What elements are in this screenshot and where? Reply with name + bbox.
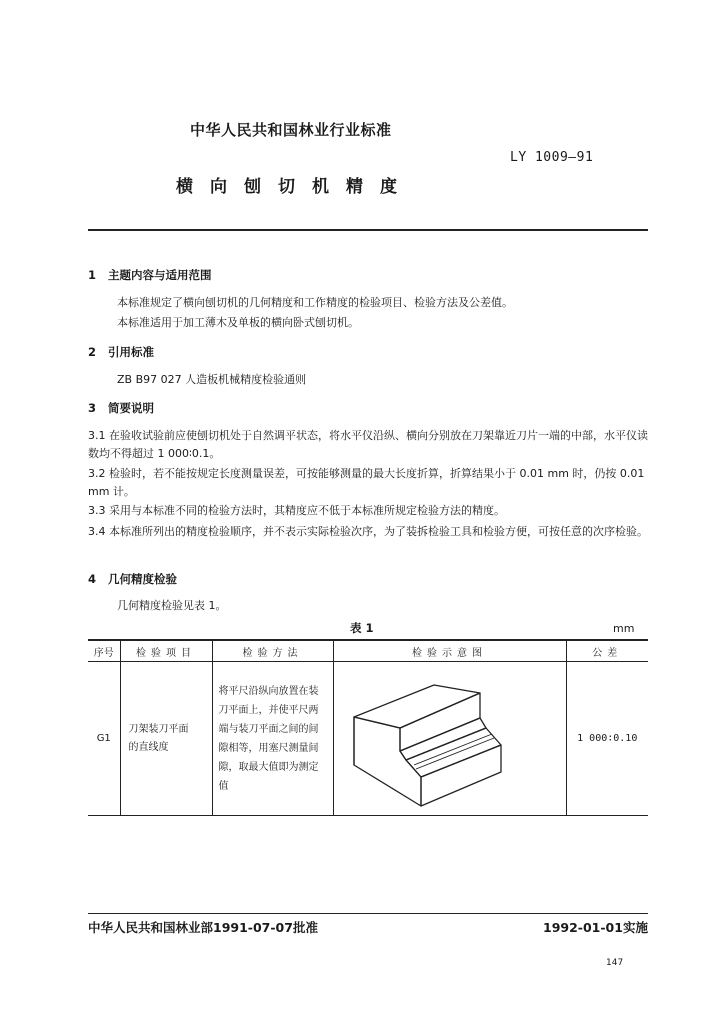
front-face	[421, 745, 501, 806]
tool-rest-schematic-diagram	[334, 662, 567, 812]
section-4-heading	[88, 571, 177, 587]
clause-3-1: 3.1 在验收试验前应使刨切机处于自然调平状态，将水平仪沿纵、横向分别放在刀架靠近刀片一端的中部，水平仪读数均不得超过 1 000∶0.1。	[88, 429, 648, 460]
section-3-heading	[88, 400, 154, 416]
header-inspection-item: 检验项目	[120, 640, 212, 662]
section-1-title: 主题内容与适用范围	[108, 268, 212, 282]
row-schematic	[333, 662, 566, 816]
header-seq-no: 序号	[88, 640, 120, 662]
page-number: 147	[606, 958, 624, 968]
header-inspection-method: 检验方法	[212, 640, 333, 662]
effective-date: 1992-01-01实施	[543, 920, 648, 935]
section-2-title: 引用标准	[108, 345, 154, 359]
item-line-1: 刀架装刀平面	[128, 723, 189, 735]
row-inspection-method	[212, 662, 333, 816]
row-id: G1	[88, 662, 120, 816]
section-3-number: 3	[88, 401, 97, 415]
header-schematic: 检验示意图	[333, 640, 566, 662]
approval-info: 中华人民共和国林业部1991-07-07批准	[88, 920, 318, 935]
issuing-body-title: 中华人民共和国林业行业标准	[190, 121, 392, 139]
section-4-para: 几何精度检验见表 1。	[117, 599, 227, 612]
standard-code: LY 1009—91	[510, 150, 594, 165]
row-tolerance: 1 000∶0.10	[566, 662, 648, 816]
table-row	[88, 662, 648, 816]
item-line-2: 的直线度	[128, 741, 169, 753]
method-text: 将平尺沿纵向放置在装刀平面上，并使平尺两端与装刀平面之间的间隙相等，用塞尺测量间隙，取最大值即为测定值	[218, 685, 319, 792]
section-2-number: 2	[88, 345, 97, 359]
footer-rule	[88, 913, 648, 914]
left-end-face	[354, 717, 421, 806]
section-3-title: 简要说明	[108, 401, 154, 415]
clause-3-2: 3.2 检验时，若不能按规定长度测量误差，可按能够测量的最大长度折算，折算结果小于 0.01 mm 时，仍按 0.01 mm 计。	[88, 467, 645, 498]
header-rule	[88, 229, 648, 231]
section-1-number: 1	[88, 268, 97, 282]
geometric-accuracy-table	[88, 639, 648, 816]
row-inspection-item	[120, 662, 212, 816]
table-unit: mm	[613, 622, 635, 635]
step-riser	[400, 693, 480, 751]
referenced-standard: ZB B97 027 人造板机械精度检验通则	[117, 373, 307, 386]
section-4-title: 几何精度检验	[108, 572, 177, 586]
table-caption: 表 1	[350, 621, 374, 635]
section-2-heading	[88, 344, 154, 360]
clause-3-4: 3.4 本标准所列出的精度检验顺序，并不表示实际检验次序，为了装拆检验工具和检验方便，可按任意的次序检验。	[88, 525, 648, 538]
table-header-row	[88, 640, 648, 662]
section-1-para-2: 本标准适用于加工薄木及单板的横向卧式刨切机。	[117, 316, 359, 329]
section-1-para-1: 本标准规定了横向刨切机的几何精度和工作精度的检验项目、检验方法及公差值。	[117, 296, 513, 309]
header-tolerance: 公差	[566, 640, 648, 662]
section-1-heading	[88, 267, 212, 283]
lower-platform-top	[406, 728, 501, 777]
clause-3-3: 3.3 采用与本标准不同的检验方法时，其精度应不低于本标准所规定检验方法的精度。	[88, 504, 505, 517]
section-4-number: 4	[88, 572, 97, 586]
document-title: 横向刨切机精度	[176, 177, 414, 197]
